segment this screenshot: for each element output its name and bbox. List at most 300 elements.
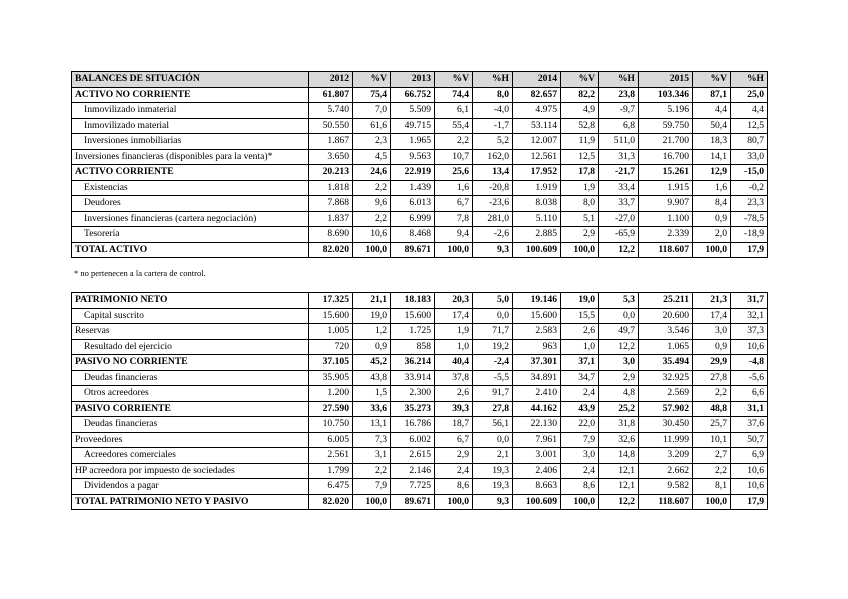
value-cell: 2,9 [599,370,639,386]
value-cell: 2.615 [391,448,435,464]
value-cell: 0,9 [693,339,731,355]
row-label-cell: Dividendos a pagar [72,479,309,495]
value-cell: 12.007 [513,134,561,150]
value-cell: 118.607 [639,494,693,510]
value-cell: 19,0 [561,293,599,309]
value-cell: -2,6 [473,227,513,243]
value-cell: 2,2 [693,386,731,402]
row-label-cell: Inversiones financieras (disponibles para la venta)* [72,149,309,165]
value-cell: 10,1 [693,432,731,448]
value-cell: 17,4 [693,308,731,324]
table-row [72,87,768,103]
value-cell: 37,8 [435,370,473,386]
value-cell: 3,0 [561,448,599,464]
value-cell: 50,4 [693,118,731,134]
value-cell: 2015 [639,72,693,88]
value-cell: 8,6 [561,479,599,495]
row-label-cell: BALANCES DE SITUACIÓN [72,72,309,88]
value-cell: 20,3 [435,293,473,309]
value-cell: 2,2 [435,134,473,150]
value-cell: 4,4 [731,103,768,119]
table-row [72,494,768,510]
value-cell: 24,6 [353,165,391,181]
value-cell: 7,3 [353,432,391,448]
table-header-row [72,72,768,88]
value-cell: 118.607 [639,242,693,258]
value-cell: -0,2 [731,180,768,196]
value-cell: 5.110 [513,211,561,227]
value-cell: 3,0 [599,355,639,371]
value-cell: 1,0 [435,339,473,355]
value-cell: 6,8 [599,118,639,134]
row-label-cell: Acreedores comerciales [72,448,309,464]
table-row [72,308,768,324]
value-cell: 2,6 [561,324,599,340]
value-cell: 100,0 [435,242,473,258]
value-cell: 0,0 [599,308,639,324]
value-cell: 1.915 [639,180,693,196]
value-cell: 50,7 [731,432,768,448]
value-cell: 8.663 [513,479,561,495]
value-cell: 6.475 [309,479,353,495]
value-cell: 2,9 [435,448,473,464]
value-cell: 33,7 [599,196,639,212]
table-row [72,118,768,134]
value-cell: 100.609 [513,242,561,258]
value-cell: 1,9 [435,324,473,340]
value-cell: 45,2 [353,355,391,371]
value-cell: 2,2 [353,180,391,196]
row-label-cell: Inmovilizado material [72,118,309,134]
value-cell: 33.914 [391,370,435,386]
value-cell: 1.100 [639,211,693,227]
value-cell: 25.211 [639,293,693,309]
value-cell: 33,6 [353,401,391,417]
value-cell: 3.209 [639,448,693,464]
value-cell: 7.725 [391,479,435,495]
value-cell: 9,6 [353,196,391,212]
value-cell: 162,0 [473,149,513,165]
value-cell: 1.837 [309,211,353,227]
value-cell: 2,4 [561,463,599,479]
value-cell: 1.919 [513,180,561,196]
value-cell: 25,7 [693,417,731,433]
value-cell: 55,4 [435,118,473,134]
value-cell: 3,1 [353,448,391,464]
value-cell: 9.563 [391,149,435,165]
value-cell: 37.105 [309,355,353,371]
table-row [72,432,768,448]
value-cell: 7,8 [435,211,473,227]
row-label-cell: Proveedores [72,432,309,448]
row-label-cell: PATRIMONIO NETO [72,293,309,309]
value-cell: 281,0 [473,211,513,227]
value-cell: -20,8 [473,180,513,196]
value-cell: 44.162 [513,401,561,417]
value-cell: 31,8 [599,417,639,433]
table-row [72,134,768,150]
value-cell: 27.590 [309,401,353,417]
value-cell: 31,7 [731,293,768,309]
value-cell: 91,7 [473,386,513,402]
value-cell: 5,3 [599,293,639,309]
row-label-cell: Capital suscrito [72,308,309,324]
table-row [72,196,768,212]
value-cell: 5,1 [561,211,599,227]
value-cell: 8,0 [473,87,513,103]
value-cell: 1.965 [391,134,435,150]
value-cell: 37,1 [561,355,599,371]
value-cell: 23,8 [599,87,639,103]
value-cell: 1,0 [561,339,599,355]
value-cell: 17,4 [435,308,473,324]
value-cell: 11.999 [639,432,693,448]
table-row [72,479,768,495]
value-cell: 13,1 [353,417,391,433]
value-cell: 6.999 [391,211,435,227]
table-row [72,242,768,258]
row-label-cell: Inmovilizado inmaterial [72,103,309,119]
value-cell: -27,0 [599,211,639,227]
value-cell: 37,6 [731,417,768,433]
table-row [72,165,768,181]
value-cell: 100,0 [435,494,473,510]
value-cell: 3.546 [639,324,693,340]
value-cell: 32,6 [599,432,639,448]
value-cell: 100,0 [353,242,391,258]
value-cell: 17,9 [731,242,768,258]
value-cell: 71,7 [473,324,513,340]
value-cell: 37,3 [731,324,768,340]
value-cell: 16.700 [639,149,693,165]
value-cell: 6,6 [731,386,768,402]
value-cell: 12,2 [599,242,639,258]
row-label-cell: Reservas [72,324,309,340]
table-row [72,324,768,340]
row-label-cell: TOTAL PATRIMONIO NETO Y PASIVO [72,494,309,510]
value-cell: 15.600 [309,308,353,324]
value-cell: 100.609 [513,494,561,510]
value-cell: 2.885 [513,227,561,243]
row-label-cell: Inversiones financieras (cartera negociación) [72,211,309,227]
value-cell: 27,8 [693,370,731,386]
value-cell: 5.740 [309,103,353,119]
value-cell: 35.494 [639,355,693,371]
value-cell: 2.662 [639,463,693,479]
value-cell: 100,0 [693,494,731,510]
value-cell: 14,8 [599,448,639,464]
value-cell: 8.468 [391,227,435,243]
value-cell: 9,3 [473,494,513,510]
value-cell: 59.750 [639,118,693,134]
row-label-cell: Otros acreedores [72,386,309,402]
value-cell: 19.146 [513,293,561,309]
value-cell: 43,9 [561,401,599,417]
table-row [72,417,768,433]
value-cell: 13,4 [473,165,513,181]
value-cell: 2.410 [513,386,561,402]
value-cell: 31,3 [599,149,639,165]
table-row [72,463,768,479]
value-cell: 5.509 [391,103,435,119]
value-cell: 82.020 [309,242,353,258]
value-cell: 5,2 [473,134,513,150]
value-cell: 2.569 [639,386,693,402]
value-cell: 31,1 [731,401,768,417]
value-cell: 17,9 [731,494,768,510]
value-cell: 1.005 [309,324,353,340]
value-cell: 18,7 [435,417,473,433]
value-cell: 32.925 [639,370,693,386]
value-cell: 100,0 [561,242,599,258]
value-cell: 21.700 [639,134,693,150]
value-cell: 18,3 [693,134,731,150]
value-cell: 10.750 [309,417,353,433]
value-cell: 61,6 [353,118,391,134]
value-cell: 19,0 [353,308,391,324]
table-row [72,180,768,196]
value-cell: 30.450 [639,417,693,433]
value-cell: 21,1 [353,293,391,309]
value-cell: 2014 [513,72,561,88]
table-row [72,227,768,243]
value-cell: 29,9 [693,355,731,371]
value-cell: 19,2 [473,339,513,355]
value-cell: 34,7 [561,370,599,386]
value-cell: 21,3 [693,293,731,309]
value-cell: 10,6 [731,339,768,355]
value-cell: 82.020 [309,494,353,510]
value-cell: 37.301 [513,355,561,371]
value-cell: 66.752 [391,87,435,103]
value-cell: 7,9 [561,432,599,448]
value-cell: 80,7 [731,134,768,150]
value-cell: 3,0 [693,324,731,340]
value-cell: 15.600 [513,308,561,324]
value-cell: 2.146 [391,463,435,479]
value-cell: 1,5 [353,386,391,402]
value-cell: 1.867 [309,134,353,150]
value-cell: -78,5 [731,211,768,227]
value-cell: 100,0 [693,242,731,258]
value-cell: 9.582 [639,479,693,495]
row-label-cell: ACTIVO NO CORRIENTE [72,87,309,103]
value-cell: 82.657 [513,87,561,103]
value-cell: 39,3 [435,401,473,417]
value-cell: 1.725 [391,324,435,340]
value-cell: 103.346 [639,87,693,103]
value-cell: 12,5 [731,118,768,134]
value-cell: 20.600 [639,308,693,324]
value-cell: %V [693,72,731,88]
value-cell: -9,7 [599,103,639,119]
row-label-cell: Deudas financieras [72,417,309,433]
activo-balance-table [71,71,768,258]
value-cell: -15,0 [731,165,768,181]
value-cell: 22.130 [513,417,561,433]
value-cell: 2013 [391,72,435,88]
row-label-cell: Existencias [72,180,309,196]
value-cell: 5,0 [473,293,513,309]
value-cell: 1.799 [309,463,353,479]
value-cell: 1,9 [561,180,599,196]
value-cell: 7,0 [353,103,391,119]
row-label-cell: ACTIVO CORRIENTE [72,165,309,181]
value-cell: 10,6 [731,463,768,479]
value-cell: -23,6 [473,196,513,212]
value-cell: 1.200 [309,386,353,402]
value-cell: 75,4 [353,87,391,103]
value-cell: 12,1 [599,479,639,495]
value-cell: 10,6 [353,227,391,243]
value-cell: 17.325 [309,293,353,309]
value-cell: 50.550 [309,118,353,134]
value-cell: 511,0 [599,134,639,150]
value-cell: 2.339 [639,227,693,243]
table-row [72,401,768,417]
value-cell: 15,5 [561,308,599,324]
value-cell: 25,0 [731,87,768,103]
value-cell: 82,2 [561,87,599,103]
value-cell: 0,0 [473,432,513,448]
table-row [72,386,768,402]
value-cell: 53.114 [513,118,561,134]
value-cell: 100,0 [561,494,599,510]
value-cell: 9,3 [473,242,513,258]
value-cell: 8,6 [435,479,473,495]
value-cell: %V [435,72,473,88]
value-cell: 12.561 [513,149,561,165]
value-cell: -1,7 [473,118,513,134]
value-cell: 2,2 [353,463,391,479]
value-cell: 19,3 [473,463,513,479]
table-row [72,370,768,386]
value-cell: 2,1 [473,448,513,464]
value-cell: 36.214 [391,355,435,371]
row-label-cell: TOTAL ACTIVO [72,242,309,258]
value-cell: 7,9 [353,479,391,495]
value-cell: 49.715 [391,118,435,134]
value-cell: %H [599,72,639,88]
value-cell: 6.013 [391,196,435,212]
value-cell: 74,4 [435,87,473,103]
value-cell: -18,9 [731,227,768,243]
row-label-cell: Tesorería [72,227,309,243]
value-cell: 720 [309,339,353,355]
value-cell: 2,7 [693,448,731,464]
value-cell: 15.261 [639,165,693,181]
value-cell: 4.975 [513,103,561,119]
value-cell: 14,1 [693,149,731,165]
table-row [72,355,768,371]
value-cell: 7.961 [513,432,561,448]
value-cell: 2,9 [561,227,599,243]
value-cell: 2012 [309,72,353,88]
value-cell: 12,2 [599,494,639,510]
value-cell: 2.561 [309,448,353,464]
row-label-cell: Resultado del ejercicio [72,339,309,355]
value-cell: 7.868 [309,196,353,212]
value-cell: 2,2 [353,211,391,227]
value-cell: 2.406 [513,463,561,479]
value-cell: 5.196 [639,103,693,119]
value-cell: 6,7 [435,432,473,448]
value-cell: 2,0 [693,227,731,243]
value-cell: %V [561,72,599,88]
value-cell: 12,1 [599,463,639,479]
value-cell: 89.671 [391,494,435,510]
value-cell: 2,4 [435,463,473,479]
value-cell: 2,4 [561,386,599,402]
value-cell: 22.919 [391,165,435,181]
value-cell: 32,1 [731,308,768,324]
value-cell: 1,6 [693,180,731,196]
value-cell: 22,0 [561,417,599,433]
row-label-cell: Deudores [72,196,309,212]
value-cell: 40,4 [435,355,473,371]
value-cell: 1.818 [309,180,353,196]
value-cell: 6,9 [731,448,768,464]
value-cell: 4,5 [353,149,391,165]
table-row [72,293,768,309]
row-label-cell: Inversiones inmobiliarias [72,134,309,150]
value-cell: 35.905 [309,370,353,386]
value-cell: 8,4 [693,196,731,212]
value-cell: %H [473,72,513,88]
pasivo-balance-table [71,292,768,510]
value-cell: %H [731,72,768,88]
value-cell: 17.952 [513,165,561,181]
value-cell: 8,1 [693,479,731,495]
value-cell: 2,6 [435,386,473,402]
value-cell: 1.065 [639,339,693,355]
value-cell: 25,2 [599,401,639,417]
value-cell: 33,0 [731,149,768,165]
row-label-cell: PASIVO NO CORRIENTE [72,355,309,371]
value-cell: 1,2 [353,324,391,340]
value-cell: 0,0 [473,308,513,324]
value-cell: 8.038 [513,196,561,212]
value-cell: -65,9 [599,227,639,243]
value-cell: 2.583 [513,324,561,340]
value-cell: 2.300 [391,386,435,402]
value-cell: 23,3 [731,196,768,212]
value-cell: 1,6 [435,180,473,196]
value-cell: 19,3 [473,479,513,495]
value-cell: 20.213 [309,165,353,181]
value-cell: 43,8 [353,370,391,386]
row-label-cell: HP acreedora por impuesto de sociedades [72,463,309,479]
value-cell: 9,4 [435,227,473,243]
value-cell: -5,5 [473,370,513,386]
value-cell: 49,7 [599,324,639,340]
value-cell: 8,0 [561,196,599,212]
value-cell: 2,3 [353,134,391,150]
value-cell: 963 [513,339,561,355]
value-cell: 61.807 [309,87,353,103]
value-cell: 6.002 [391,432,435,448]
value-cell: 33,4 [599,180,639,196]
table-row [72,339,768,355]
value-cell: 34.891 [513,370,561,386]
value-cell: 48,8 [693,401,731,417]
value-cell: -4,0 [473,103,513,119]
value-cell: 3.650 [309,149,353,165]
value-cell: 858 [391,339,435,355]
table-row [72,149,768,165]
value-cell: -21,7 [599,165,639,181]
value-cell: 52,8 [561,118,599,134]
